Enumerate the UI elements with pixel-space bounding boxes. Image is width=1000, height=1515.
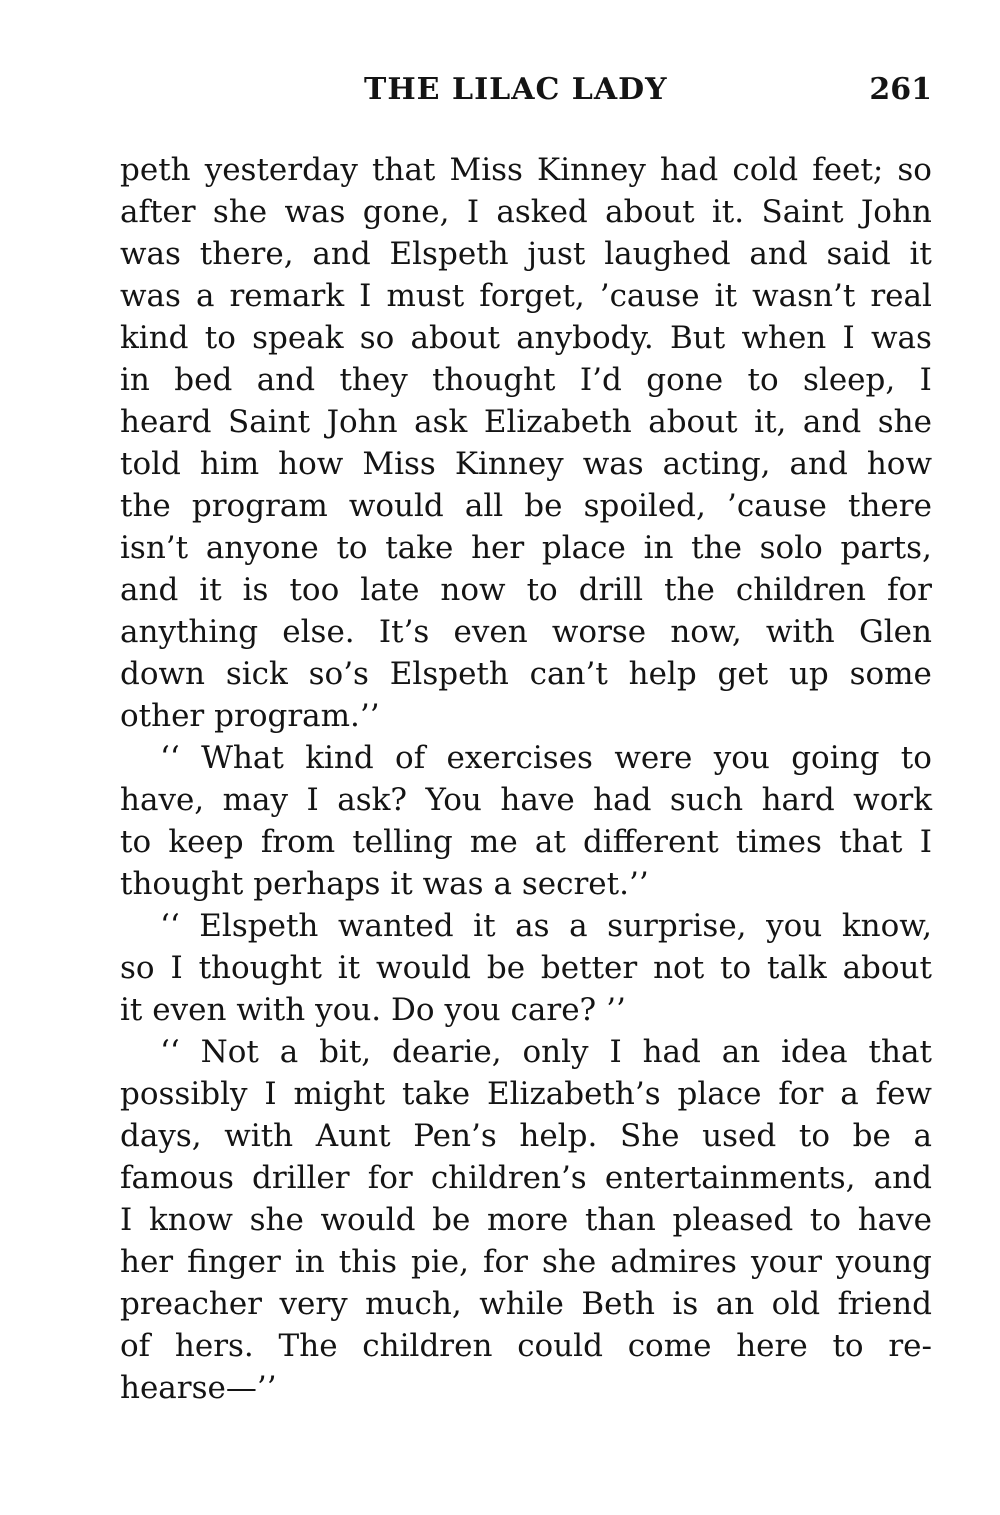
- text-line: down sick so’s Elspeth can’t help get up some: [120, 656, 932, 692]
- page-number: 261: [869, 72, 932, 107]
- text-line: other program.’’: [120, 698, 380, 734]
- text-line: thought perhaps it was a secret.’’: [120, 866, 649, 902]
- text-line: ‘‘ Elspeth wanted it as a surprise, you know,: [160, 908, 932, 944]
- text-line: peth yesterday that Miss Kinney had cold feet; so: [120, 152, 932, 188]
- text-line: isn’t anyone to take her place in the solo parts,: [120, 530, 932, 566]
- text-line: have, may I ask? You have had such hard work: [120, 782, 932, 818]
- text-line: it even with you. Do you care? ’’: [120, 992, 626, 1028]
- text-line: and it is too late now to drill the children for: [120, 572, 932, 608]
- text-line: days, with Aunt Pen’s help. She used to be a: [120, 1118, 932, 1154]
- text-line: famous driller for children’s entertainments, and: [120, 1160, 932, 1196]
- text-line: ‘‘ Not a bit, dearie, only I had an idea that: [160, 1034, 932, 1070]
- text-line: her finger in this pie, for she admires your young: [120, 1244, 932, 1280]
- text-line: to keep from telling me at different times that I: [120, 824, 932, 860]
- text-line: I know she would be more than pleased to have: [120, 1202, 932, 1238]
- text-line: after she was gone, I asked about it. Saint John: [120, 194, 932, 230]
- text-line: the program would all be spoiled, ’cause there: [120, 488, 932, 524]
- text-line: ‘‘ What kind of exercises were you going to: [160, 740, 932, 776]
- text-line: of hers. The children could come here to re-: [120, 1328, 932, 1364]
- text-line: heard Saint John ask Elizabeth about it, and she: [120, 404, 932, 440]
- text-line: preacher very much, while Beth is an old friend: [120, 1286, 932, 1322]
- text-line: anything else. It’s even worse now, with Glen: [120, 614, 932, 650]
- text-line: told him how Miss Kinney was acting, and how: [120, 446, 932, 482]
- running-head: THE LILAC LADY: [364, 72, 668, 107]
- text-line: was a remark I must forget, ’cause it wasn’t real: [120, 278, 932, 314]
- text-line: in bed and they thought I’d gone to sleep, I: [120, 362, 932, 398]
- body-text: [120, 149, 932, 1409]
- text-line: so I thought it would be better not to talk about: [120, 950, 932, 986]
- page-header: [120, 72, 932, 108]
- text-line: possibly I might take Elizabeth’s place for a few: [120, 1076, 932, 1112]
- text-line: hearse—’’: [120, 1370, 277, 1406]
- text-line: was there, and Elspeth just laughed and said it: [120, 236, 932, 272]
- text-line: kind to speak so about anybody. But when I was: [120, 320, 932, 356]
